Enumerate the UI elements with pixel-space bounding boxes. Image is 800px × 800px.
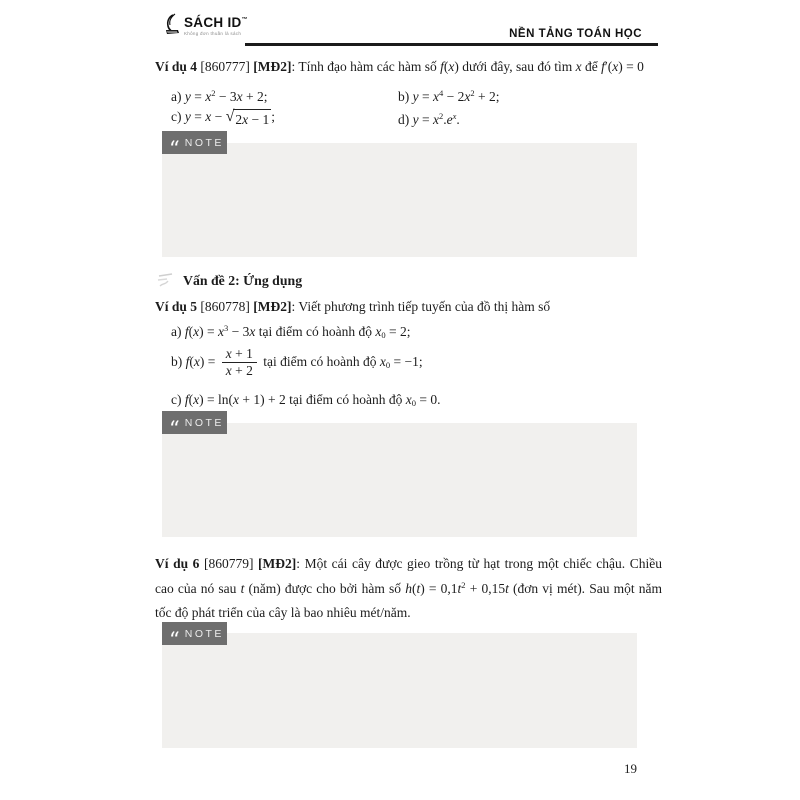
- page-number: 19: [624, 761, 637, 776]
- example5-item-b: b) f(x) = $\frac{x + 1}{x + 2}$ tại điểm có hoành độ $x_0 = -1$;: [171, 346, 423, 379]
- brand-name: [184, 13, 248, 30]
- example4-intro: Ví dụ 4 [860777] [MĐ2]: Tính đạo hàm các hàm số f(x) dưới đây, sau đó tìm x để f′(x) = 0: [155, 59, 644, 74]
- book-logo-icon: [164, 13, 181, 35]
- note-label-text: NOTE: [184, 627, 224, 640]
- running-head-title: NỀN TẢNG TOÁN HỌC: [509, 28, 642, 40]
- brand-text: SÁCH ID: [184, 15, 242, 30]
- note-writing-area: [162, 423, 637, 537]
- example5-intro: Ví dụ 5 [860778] [MĐ2]: Viết phương trình tiếp tuyến của đồ thị hàm số: [155, 299, 551, 314]
- example4-item-b: b) $y = x^4 - 2x^2 + 2$;: [398, 88, 500, 104]
- section-heading: Vấn đề 2: Ứng dụng: [183, 273, 303, 288]
- example5-item-a: a) $f(x) = x^3 - 3x$ tại điểm có hoành độ $x_0 = 2$;: [171, 323, 411, 340]
- note-label-text: NOTE: [184, 136, 224, 149]
- note-label-text: NOTE: [184, 416, 224, 429]
- example6-paragraph: Ví dụ 6 [860779] [MĐ2]: Một cái cây được gieo trồng từ hạt trong một chiếc chậu. Chiều cao của nó sau t (năm) được cho bởi hàm số $h(t) = 0,1t^2 + 0,15t$ (đơn vị mét). Sau một năm tốc độ phát triển của cây là bao nhiêu mét/năm.: [155, 556, 663, 621]
- brand-tagline: Không đơn thuần là sách: [184, 31, 242, 36]
- example4-item-a: a) $y = x^2 - 3x + 2$;: [171, 88, 268, 104]
- header-divider: [245, 43, 658, 46]
- example4-item-c: c) y = x − √ 2x − 1 ;: [171, 108, 276, 127]
- example4-item-d: d) $y = x^2.e^x$.: [398, 111, 460, 127]
- section-doodle-icon: [155, 270, 179, 292]
- note-label: “ NOTE: [162, 131, 227, 154]
- note-label: “ NOTE: [162, 411, 227, 434]
- note-label: “ NOTE: [162, 622, 227, 645]
- example5-item-c: c) f(x) = ln(x + 1) + 2 tại điểm có hoành độ $x_0 = 0$.: [171, 392, 441, 408]
- trademark-mark: ™: [241, 17, 248, 23]
- note-writing-area: [162, 143, 637, 257]
- publisher-logo: [164, 13, 248, 36]
- note-writing-area: [162, 633, 637, 748]
